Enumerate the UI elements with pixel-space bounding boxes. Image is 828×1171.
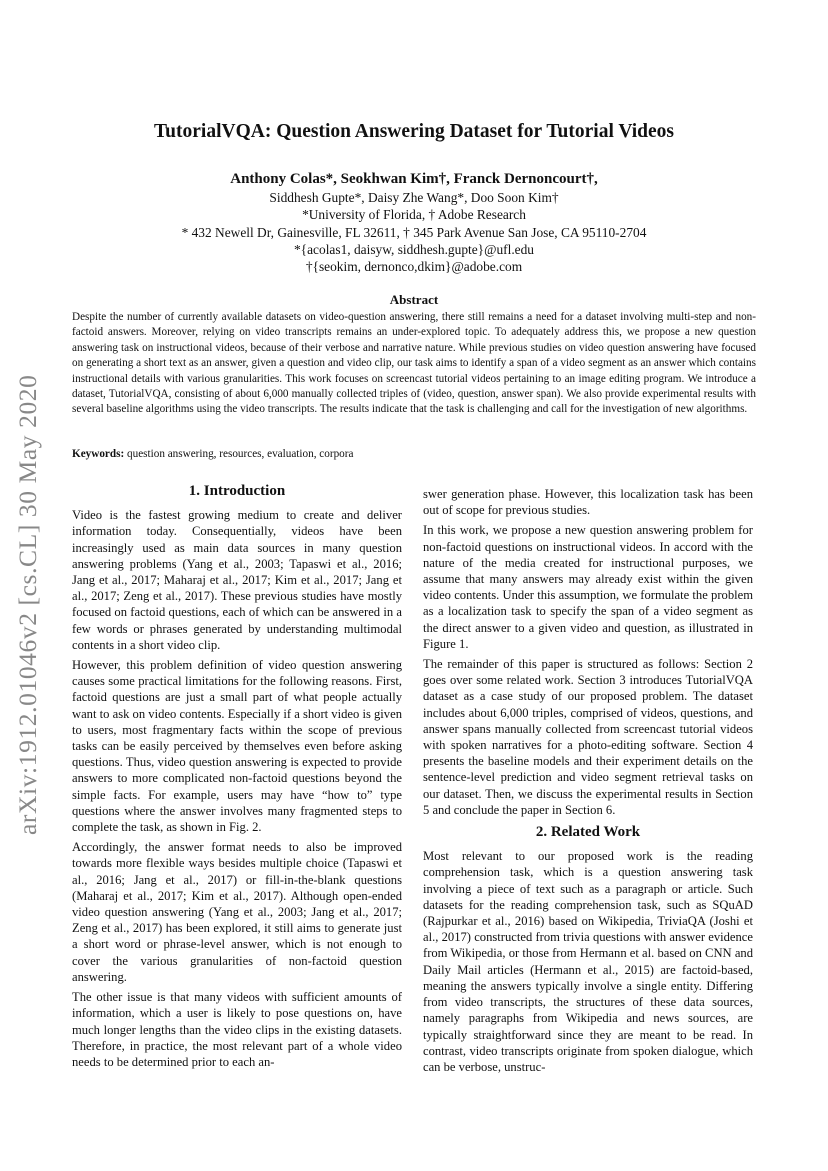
paper-title: TutorialVQA: Question Answering Dataset for Tutorial Videos	[153, 121, 675, 142]
intro-paragraph-2: However, this problem definition of video question answering causes some practical limitations for the following reasons. First, factoid questions are just a small part of what people actually want to ask on video contents. Especially if a short video is given to users, most fragmentary facts within the scope of previous tasks can be easily perceived by themselves even before asking questions. Thus, video question answering is expected to provide answers to more complicated non-factoid questions beyond the simple facts. For example, users may have “how to” type questions where the answer involves many fragmented steps to complete the task, as shown in Fig. 2.	[72, 658, 402, 835]
intro-paragraph-4: The other issue is that many videos with sufficient amounts of information, which a user is likely to pose questions on, have much longer lengths than the video clips in the existing datasets. Therefore, in practice, the most relevant part of a whole video needs to be determined prior to each an-	[72, 990, 402, 1069]
author-names: Anthony Colas*, Seokhwan Kim†, Franck Dernoncourt†,	[230, 171, 598, 187]
intro-paragraph-6: In this work, we propose a new question answering problem for non-factoid questions on instructional videos. In accord with the nature of the media created for instructional purposes, we assume that many answers may already exist within the given video contents. Under this assumption, we formulate the problem as a localization task to specify the span of a video segment as the direct answer to a given video and question, as illustrated in Figure 1.	[423, 523, 753, 651]
intro-paragraph-1: Video is the fastest growing medium to create and deliver information today. Consequentially, videos have been increasingly used as main data sources in many question answering problems (Yang et al., 2003; Tapaswi et al., 2016; Jang et al., 2017; Maharaj et al., 2017; Kim et al., 2017; Jang et al., 2017; Zeng et al., 2017). These previous studies have mostly focused on factoid questions, each of which can be answered in a few words or phrases generated by understanding multimodal contents in a short video clip.	[72, 508, 402, 652]
related-work-heading: 2. Related Work	[535, 824, 641, 841]
related-work-paragraph-1: Most relevant to our proposed work is the reading comprehension task, which is a question answering task involving a piece of text such as a paragraph or article. Such datasets for the reading comprehension task, such as SQuAD (Rajpurkar et al., 2016) based on Wikipedia, TriviaQA (Joshi et al., 2017) constructed from trivia questions with answer evidence from Wikipedia, or those from Hermann et al. based on CNN and Daily Mail articles (Hermann et al., 2015) are factoid-based, meaning the answers typically involve a single entity. Differing from video transcripts, the structures of these data sources, namely paragraphs from Wikipedia and news sources, are typically straightforward since they are meant to be read. In contrast, video transcripts originate from spoken dialogue, which can be verbose, unstruc-	[423, 849, 753, 1074]
author-email-adobe: †{seokim, dernonco,dkim}@adobe.com	[305, 259, 523, 275]
left-column	[72, 483, 402, 1074]
intro-paragraph-5: swer generation phase. However, this localization task has been out of scope for previous studies.	[423, 487, 753, 518]
right-column	[423, 486, 753, 1079]
keywords-text: question answering, resources, evaluation, corpora	[127, 448, 354, 460]
keywords-line	[72, 447, 756, 462]
arxiv-sidebar-stamp: arXiv:1912.01046v2 [cs.CL] 30 May 2020	[13, 374, 42, 836]
author-block	[72, 170, 756, 275]
author-names-secondary: Siddhesh Gupte*, Daisy Zhe Wang*, Doo Soon Kim†	[269, 190, 559, 205]
author-affiliation: *University of Florida, † Adobe Research	[302, 207, 526, 223]
intro-paragraph-3: Accordingly, the answer format needs to also be improved towards more flexible ways besides multiple choice (Tapaswi et al., 2016; Jang et al., 2017) or fill-in-the-blank questions (Maharaj et al., 2017; Kim et al., 2017). Although open-ended video question answering (Yang et al., 2003; Jang et al., 2017; Zeng et al., 2017) has been explored, it still aims to generate just a short word or phrase-level answer, which is not enough to cover the various granularities of non-factoid question answering.	[72, 840, 402, 984]
author-address: * 432 Newell Dr, Gainesville, FL 32611, † 345 Park Avenue San Jose, CA 95110-2704	[181, 224, 647, 240]
introduction-heading: 1. Introduction	[188, 483, 286, 499]
author-email-ufl: *{acolas1, daisyw, siddhesh.gupte}@ufl.edu	[293, 241, 534, 257]
abstract-text: Despite the number of currently available datasets on video-question answering, there still remains a need for a dataset involving multi-step and non-factoid answers. Moreover, relying on video transcripts remains an under-explored topic. To adequately address this, we propose a new question answering task on instructional videos, because of their verbose and narrative nature. While previous studies on video question answering have focused on generating a short text as an answer, given a question and video clip, our task aims to identify a span of a video segment as an answer which contains instructional details with various granularities. This work focuses on screencast tutorial videos pertaining to an image editing program. We introduce a dataset, TutorialVQA, consisting of about 6,000 manually collected triples of (video, question, answer span). We also provide experimental results with several baseline algorithms using the video transcripts. The results indicate that the task is challenging and call for the investigation of new algorithms.	[72, 311, 756, 416]
keywords-label: Keywords:	[72, 448, 125, 460]
abstract-heading: Abstract	[389, 292, 439, 307]
intro-paragraph-7: The remainder of this paper is structured as follows: Section 2 goes over some related work. Section 3 introduces TutorialVQA dataset as a case study of our proposed problem. The dataset includes about 6,000 triples, comprised of videos, questions, and answer spans manually collected from screencast tutorial videos with spoken narratives for a photo-editing software. Section 4 presents the baseline models and their experiment details on the sentence-level prediction and video segment retrieval tasks on our dataset. Then, we discuss the experimental results in Section 5 and conclude the paper in Section 6.	[423, 657, 753, 817]
